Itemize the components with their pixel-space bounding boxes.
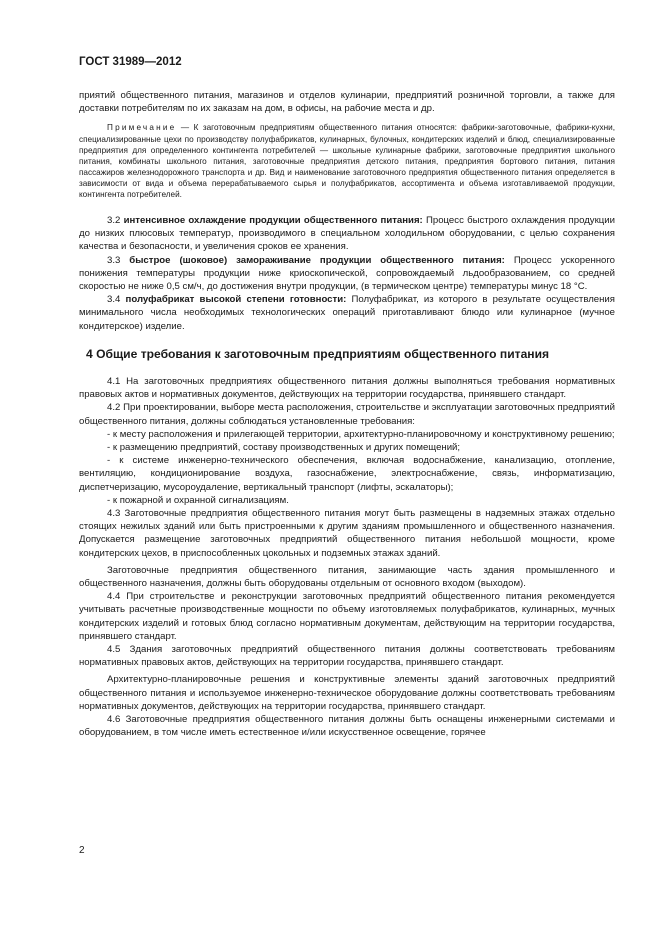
section-4-heading: 4 Общие требования к заготовочным предприятиям общественного питания bbox=[86, 346, 550, 361]
paragraph-4-5-continued: Архитектурно-планировочные решения и конструктивные элементы зданий заготовочных предприятий общественного питания и используемое инженерно-техническое оборудование должны соответствовать требованиям нормативных документов, действующих на территории государства, принявшего стандарт. bbox=[79, 674, 615, 712]
document-body bbox=[79, 89, 615, 739]
note-paragraph bbox=[79, 122, 615, 200]
paragraph-4-3: 4.3 Заготовочные предприятия общественного питания могут быть размещены в надземных этажах отдельно стоящих нежилых зданий или быть пристроенными к другим зданиям промышленного и общественного назначения. Допускается размещение заготовочных предприятий общественного питания небольшой мощности, кроме кондитерских цехов, в приспособленных цокольных и подземных этажах зданий. bbox=[79, 507, 615, 559]
list-item: - к пожарной и охранной сигнализациям. bbox=[107, 494, 289, 506]
page-number: 2 bbox=[79, 845, 85, 856]
paragraph-4-2: 4.2 При проектировании, выборе места расположения, строительстве и эксплуатации заготовочных предприятий общественного питания, должны соблюдаться установленные требования: bbox=[79, 402, 615, 427]
list-item: - к размещению предприятий, составу производственных и других помещений; bbox=[107, 441, 461, 453]
term-3-4 bbox=[79, 293, 615, 333]
term-3-2 bbox=[79, 214, 615, 254]
note-label: Примечание bbox=[107, 123, 177, 133]
term-name: быстрое (шоковое) замораживание продукции общественного питания: bbox=[129, 254, 505, 266]
intro-paragraph: приятий общественного питания, магазинов и отделов кулинарии, предприятий розничной торговли, а также для доставки потребителям по их заказам на дом, в офисы, на рабочие места и др. bbox=[79, 90, 615, 115]
term-name: интенсивное охлаждение продукции общественного питания: bbox=[123, 215, 423, 227]
paragraph-4-1: 4.1 На заготовочных предприятиях общественного питания должны выполняться требования нормативных правовых актов и нормативных документов, действующих на территории государства, принявшего стандарт. bbox=[79, 375, 615, 401]
term-number: 3.2 bbox=[107, 215, 121, 227]
term-3-3 bbox=[79, 254, 615, 294]
term-name: полуфабрикат высокой степени готовности: bbox=[125, 294, 347, 306]
term-definition: Полуфабрикат, из которого в результате осуществления минимального числа необходимых технологических операций приготавливают блюдо или кулинарное (мучное кондитерское) изделие. bbox=[79, 294, 615, 332]
paragraph-4-3-continued: Заготовочные предприятия общественного питания, занимающие часть здания промышленного и общественного назначения, должны быть оборудованы отдельным от основного входом (выходом). bbox=[79, 564, 615, 589]
paragraph-4-5: 4.5 Здания заготовочных предприятий общественного питания должны соответствовать требованиям нормативных правовых актов, действующих на территории государства, принявшего стандарт. bbox=[79, 643, 615, 669]
paragraph-4-4: 4.4 При строительстве и реконструкции заготовочных предприятий общественного питания рекомендуется учитывать расчетные производственные мощности по объему изготовляемых полуфабрикатов, кулинарных, мучных кондитерских изделий и готовых блюд согласно нормативным документам, действующим на территории государства, принявшего стандарт. bbox=[79, 591, 615, 642]
note-text: — К заготовочным предприятиям общественного питания относятся: фабрики-заготовочные, фабрики-кухни, специализированные цехи по производству полуфабрикатов, кулинарных, булочных, кондитерских изделий и блюд, специализированные предприятия для определенного контингента потребителей — школьные кулинарные фабрики, заготовочные предприятия школьного питания, комбинаты школьного питания, заготовочные предприятия детского питания, предприятия бортового питания, питания пассажиров железнодорожного транспорта и др. Вид и наименование заготовочного предприятия общественного питания определяется в зависимости от вида и объема перерабатываемого сырья и полуфабрикатов, ассортимента и объема изготавливаемой продукции, контингента потребителей. bbox=[79, 123, 615, 199]
term-number: 3.4 bbox=[107, 294, 121, 306]
list-item: - к месту расположения и прилегающей территории, архитектурно-планировочному и конструктивному решению; bbox=[107, 428, 615, 440]
term-definition: Процесс быстрого охлаждения продукции до низких плюсовых температур, производимого в специальном холодильном оборудовании, с целью сохранения качества и безопасности, и увеличения сроков ее хранения. bbox=[79, 215, 616, 253]
document-header: ГОСТ 31989—2012 bbox=[79, 56, 182, 68]
paragraph-4-6: 4.6 Заготовочные предприятия общественного питания должны быть оснащены инженерными системами и оборудованием, в том числе иметь естественное и/или искусственное освещение, горячее bbox=[79, 713, 615, 739]
list-item: - к системе инженерно-технического обеспечения, включая водоснабжение, канализацию, отопление, вентиляцию, кондиционирование воздуха, газоснабжение, электроснабжение, связь, информатизацию, диспетчеризацию, мусороудаление, вертикальный транспорт (лифты, эскалаторы); bbox=[79, 455, 615, 493]
term-number: 3.3 bbox=[107, 254, 121, 266]
term-definition: Процесс ускоренного понижения температуры продукции ниже криоскопической, сопровождаемый льдообразованием, со средней скоростью не ниже 0,5 см/ч, до достижения внутри продукции, (в термическом центре) температуры минус 18 °С. bbox=[79, 254, 616, 293]
